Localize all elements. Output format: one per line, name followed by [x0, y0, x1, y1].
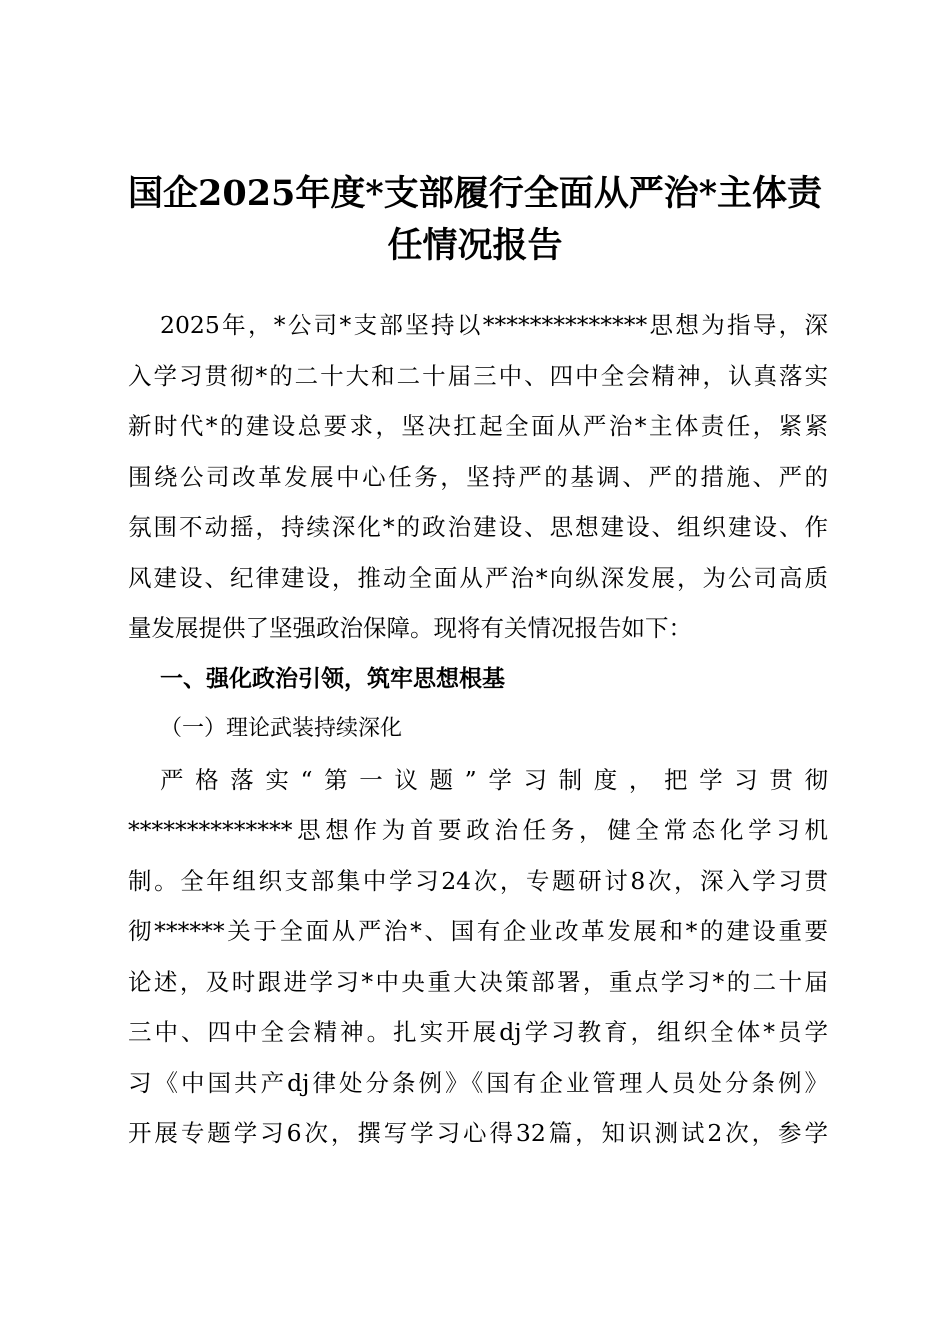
intro-paragraph-line: 风建设、纪律建设，推动全面从严治*向纵深发展，为公司高质	[128, 563, 828, 592]
body-paragraph-line: 彻******关于全面从严治*、国有企业改革发展和*的建设重要	[128, 917, 828, 945]
body-paragraph-line: 三中、四中全会精神。扎实开展dj学习教育，组织全体*员学	[128, 1018, 828, 1046]
body-paragraph-line: **************思想作为首要政治任务，健全常态化学习机	[128, 816, 828, 844]
intro-paragraph-line: 量发展提供了坚强政治保障。现将有关情况报告如下：	[128, 614, 692, 642]
body-paragraph-line: 开展专题学习6次，撰写学习心得32篇，知识测试2次，参学	[128, 1119, 828, 1147]
intro-paragraph-line: 围绕公司改革发展中心任务，坚持严的基调、严的措施、严的	[128, 462, 828, 491]
title-line: 任情况报告	[387, 225, 563, 266]
body-paragraph-line: 制。全年组织支部集中学习24次，专题研讨8次，深入学习贯	[128, 866, 828, 895]
body-paragraph-line: 严格落实“第一议题”学习制度，把学习贯彻	[160, 765, 828, 794]
body-paragraph-line: 论述，及时跟进学习*中央重大决策部署，重点学习*的二十届	[128, 967, 828, 996]
document-title	[110, 168, 840, 272]
title-line: 国企2025年度*支部履行全面从严治*主体责	[127, 173, 823, 214]
intro-paragraph-line: 新时代*的建设总要求，坚决扛起全面从严治*主体责任，紧紧	[128, 412, 828, 440]
document-body	[128, 300, 828, 1159]
intro-paragraph-line: 氛围不动摇，持续深化*的政治建设、思想建设、组织建设、作	[128, 513, 828, 541]
body-paragraph-line: 习《中国共产dj律处分条例》《国有企业管理人员处分条例》	[128, 1068, 828, 1097]
section-heading: 一、强化政治引领，筑牢思想根基	[160, 665, 505, 692]
subsection-heading: （一）理论武装持续深化	[160, 716, 403, 741]
intro-paragraph-line: 2025年，*公司*支部坚持以**************思想为指导，深	[160, 311, 828, 339]
intro-paragraph-line: 入学习贯彻*的二十大和二十届三中、四中全会精神，认真落实	[128, 361, 828, 390]
